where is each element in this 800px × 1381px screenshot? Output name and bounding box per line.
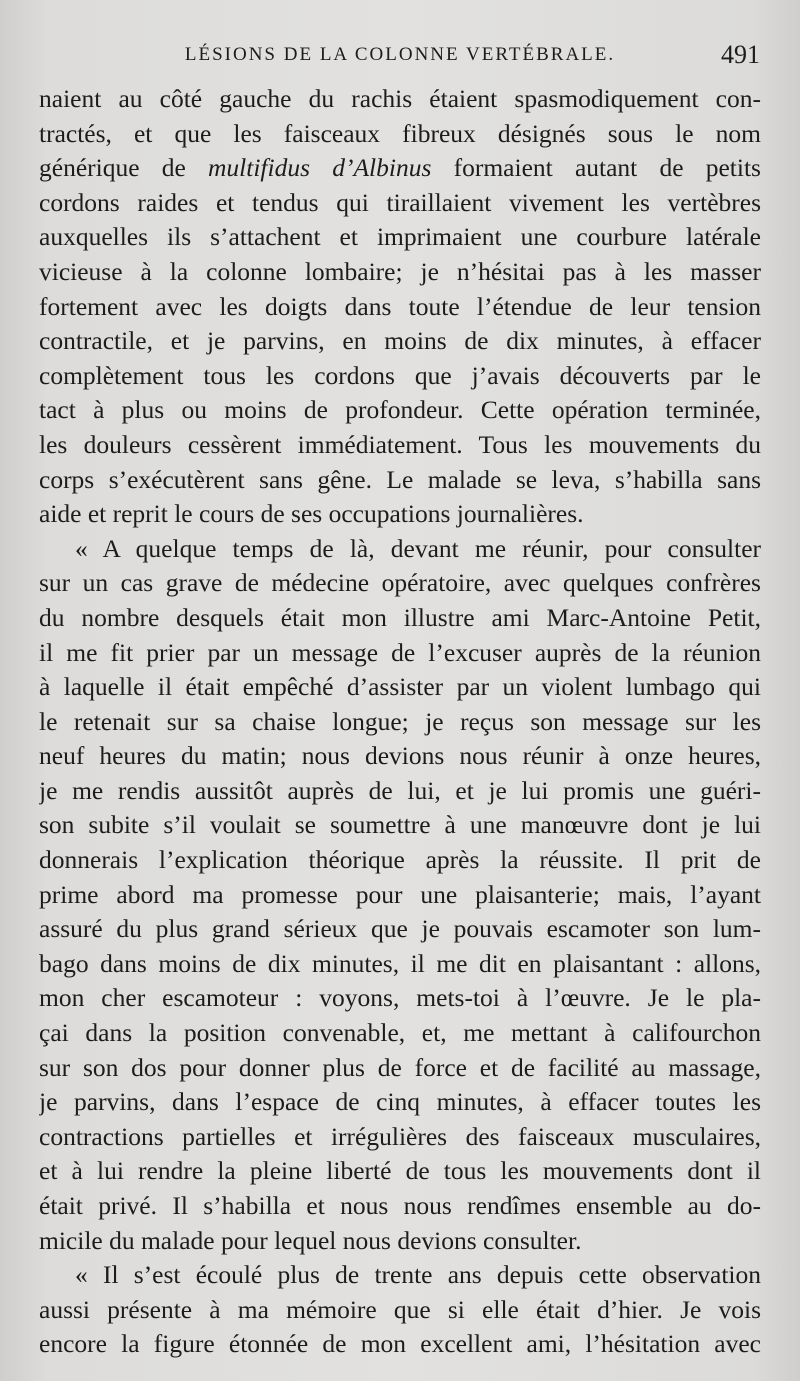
text-line: vicieuse à la colonne lombaire; je n’hésitai pas à les masser xyxy=(39,256,761,286)
text-line: du nombre desquels était mon illustre ami Marc-Antoine Petit, xyxy=(39,602,761,632)
text-segment: formaient autant de petits xyxy=(431,153,761,183)
text-line: prime abord ma promesse pour une plaisanterie; mais, l’ayant xyxy=(39,879,761,909)
text-line: les douleurs cessèrent immédiatement. Tous les mouvements du xyxy=(39,429,761,459)
text-line: et à lui rendre la pleine liberté de tous les mouvements dont il xyxy=(39,1156,761,1186)
text-line: tractés, et que les faisceaux fibreux désignés sous le nom xyxy=(39,118,761,148)
text-line: mon cher escamoteur : voyons, mets-toi à l’œuvre. Je le pla- xyxy=(39,983,761,1013)
text-line: donnerais l’explication théorique après la réussite. Il prit de xyxy=(39,845,761,875)
text-line: çai dans la position convenable, et, me mettant à califourchon xyxy=(39,1018,761,1048)
text-line: fortement avec les doigts dans toute l’étendue de leur tension xyxy=(39,291,761,321)
text-line: contractions partielles et irrégulières des faisceaux musculaires, xyxy=(39,1121,761,1151)
text-line: sur un cas grave de médecine opératoire, avec quelques confrères xyxy=(39,568,761,598)
page-header xyxy=(40,40,760,78)
text-segment: générique de xyxy=(39,153,209,183)
text-line: je parvins, dans l’espace de cinq minutes, à effacer toutes les xyxy=(39,1087,761,1117)
italic-term: multifidus d’Albinus xyxy=(208,153,432,183)
text-line: complètement tous les cordons que j’avais découverts par le xyxy=(39,360,761,390)
text-line: il me fit prier par un message de l’excuser auprès de la réunion xyxy=(39,637,761,667)
text-line: neuf heures du matin; nous devions nous réunir à onze heures, xyxy=(39,741,761,771)
text-line: corps s’exécutèrent sans gêne. Le malade se leva, s’habilla sans xyxy=(39,464,761,494)
text-line: son subite s’il voulait se soumettre à une manœuvre dont je lui xyxy=(39,810,761,840)
text-line: le retenait sur sa chaise longue; je reçus son message sur les xyxy=(39,706,761,736)
text-line: cordons raides et tendus qui tiraillaient vivement les vertèbres xyxy=(39,187,761,217)
text-line: bago dans moins de dix minutes, il me dit en plaisantant : allons, xyxy=(39,948,761,978)
text-line: aide et reprit le cours de ses occupations journalières. xyxy=(39,499,584,529)
text-line: était privé. Il s’habilla et nous nous rendîmes ensemble au do- xyxy=(39,1191,761,1220)
text-line xyxy=(39,151,761,186)
text-line: auxquelles ils s’attachent et imprimaient une courbure latérale xyxy=(39,222,761,252)
text-line: « Il s’est écoulé plus de trente ans depuis cette observation xyxy=(75,1260,761,1290)
page-number: 491 xyxy=(721,40,760,69)
running-title: LÉSIONS DE LA COLONNE VERTÉBRALE. xyxy=(184,44,616,65)
text-line: encore la figure étonnée de mon excellent ami, l’hésitation avec xyxy=(39,1329,761,1359)
text-line: micile du malade pour lequel nous devions consulter. xyxy=(39,1225,582,1255)
text-line: sur son dos pour donner plus de force et de facilité au massage, xyxy=(39,1052,761,1082)
text-line: contractile, et je parvins, en moins de dix minutes, à effacer xyxy=(39,326,761,356)
text-line: aussi présente à ma mémoire que si elle était d’hier. Je vois xyxy=(39,1294,761,1324)
body-text xyxy=(39,82,761,1362)
text-line: naient au côté gauche du rachis étaient spasmodiquement con- xyxy=(39,84,761,113)
text-line: à laquelle il était empêché d’assister par un violent lumbago qui xyxy=(39,672,761,702)
text-line: « A quelque temps de là, devant me réunir, pour consulter xyxy=(75,533,761,563)
text-line: je me rendis aussitôt auprès de lui, et je lui promis une guéri- xyxy=(39,775,761,805)
text-line: assuré du plus grand sérieux que je pouvais escamoter son lum- xyxy=(39,914,761,944)
text-line: tact à plus ou moins de profondeur. Cette opération terminée, xyxy=(39,395,761,425)
